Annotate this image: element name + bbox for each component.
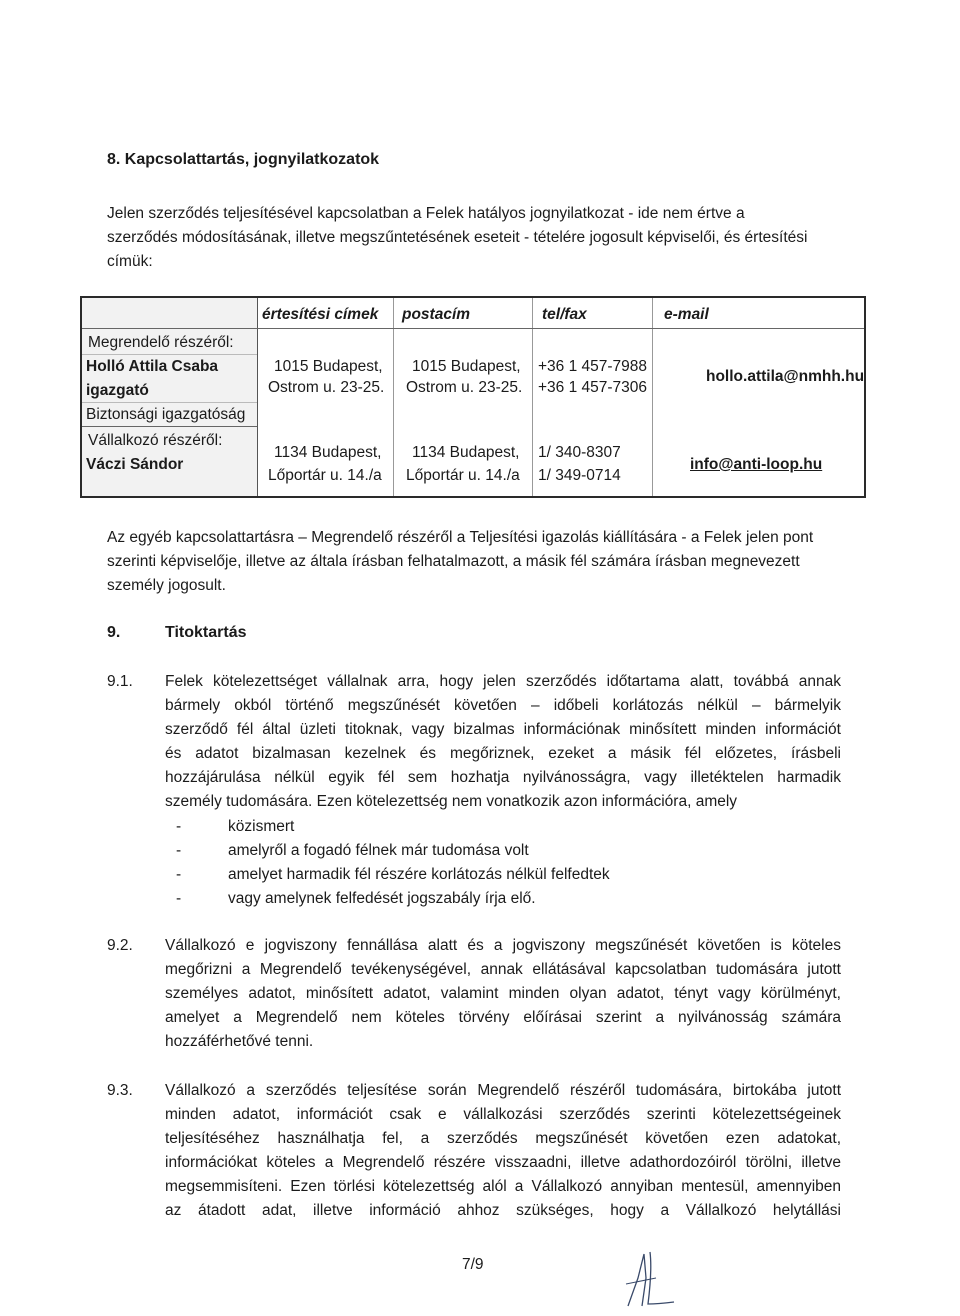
contacts-table <box>80 296 866 498</box>
clause-9-2-text <box>165 934 841 1054</box>
row-divider <box>82 426 257 427</box>
section-9-number: 9. <box>107 624 121 641</box>
contractor-postal-line1: 1134 Budapest, <box>412 444 520 461</box>
paragraph-line: szerinti képviselője, illetve az általa írásban felhatalmazott, a másik fél számára írásban megnevezett <box>107 553 800 570</box>
intro-line: szerződés módosításának, illetve megszűntetésének eseteit - tételére jogosult képviselői, és értesítési <box>107 229 808 246</box>
signature-icon <box>622 1248 678 1310</box>
client-email[interactable]: hollo.attila@nmhh.hu <box>706 368 865 385</box>
client-postal-line2: Ostrom u. 23-25. <box>406 379 523 396</box>
intro-paragraph <box>107 202 847 274</box>
clause-line: hozzáférhetővé tenni. <box>165 1033 314 1050</box>
clause-number: 9.3. <box>107 1082 133 1099</box>
clause-line: Vállalkozó a szerződés teljesítése során Megrendelő részéről tudomására, birtokába jutott <box>165 1082 841 1099</box>
contractor-side-label: Vállalkozó részéről: <box>88 432 223 449</box>
other-contact-paragraph <box>107 526 847 598</box>
clause-line: megőrizni a Megrendelő tevékenységével, annak ellátásával kapcsolatban tudomására jutott <box>165 961 841 978</box>
contractor-email[interactable]: info@anti-loop.hu <box>690 456 823 473</box>
client-name: Holló Attila Csaba <box>86 358 219 375</box>
section-9-title: Titoktartás <box>165 624 247 641</box>
clause-line: bármely okból történő megszűnését követően – időbeli korlátozás nélkül – bármelyik <box>165 697 841 714</box>
clause-line: személy tudomására. Ezen kötelezettség nem vonatkozik azon információra, amely <box>165 793 738 810</box>
paragraph-line: személy jogosult. <box>107 577 226 594</box>
clause-line: és adatot bizalmasan kezelnek és megőriznek, ezeket a másik fél előzetes, írásbeli <box>165 745 841 762</box>
paragraph-line: Az egyéb kapcsolattartásra – Megrendelő részéről a Teljesítési igazolás kiállítására - a Felek jelen pont <box>107 529 814 546</box>
contractor-notify-line1: 1134 Budapest, <box>274 444 382 461</box>
client-fax: +36 1 457-7306 <box>538 379 648 396</box>
clause-line: Vállalkozó e jogviszony fennállása alatt és a jogviszony megszűnését követően is köteles <box>165 937 841 954</box>
intro-line: címük: <box>107 253 153 270</box>
clause-line: az átadott adat, illetve információ ahhoz szükséges, hogy a Vállalkozó helytállási <box>165 1202 841 1219</box>
list-item: - közismert <box>176 818 295 835</box>
client-tel: +36 1 457-7988 <box>538 358 648 375</box>
list-item: - amelyet harmadik fél részére korlátozás nélkül felfedtek <box>176 866 610 883</box>
signature-initials <box>622 1248 678 1310</box>
clause-number: 9.2. <box>107 937 133 954</box>
clause-line: információkat köteles a Megrendelő részére visszaadni, illetve adathordozóiról törölni, illetve <box>165 1154 841 1171</box>
contractor-notify-line2: Lőportár u. 14./a <box>268 467 382 484</box>
page-number: 7/9 <box>462 1256 484 1273</box>
list-item: - amelyről a fogadó félnek már tudomása volt <box>176 842 529 859</box>
row-divider <box>82 354 257 355</box>
contractor-postal-line2: Lőportár u. 14./a <box>406 467 520 484</box>
client-postal-line1: 1015 Budapest, <box>412 358 521 375</box>
clause-line: teljesítéséhez használhatja fel, a szerződés megszűnését követően ezen adatokat, <box>165 1130 841 1147</box>
clause-line: megsemmisíteni. Ezen törlési kötelezettség alól a Vállalkozó annyiban mentesül, amennyiben <box>165 1178 841 1195</box>
clause-line: amelyet a Megrendelő nem köteles törvény előírásai szerint a nyilvánosság számára <box>165 1009 841 1026</box>
client-role: igazgató <box>86 382 149 399</box>
client-notify-line2: Ostrom u. 23-25. <box>268 379 385 396</box>
section-8-heading: 8. Kapcsolattartás, jognyilatkozatok <box>107 151 380 168</box>
clause-9-3-text <box>165 1079 841 1223</box>
list-item: - vagy amelynek felfedését jogszabály írja elő. <box>176 890 536 907</box>
intro-line: Jelen szerződés teljesítésével kapcsolatban a Felek hatályos jognyilatkozat - ide nem értve a <box>107 205 745 222</box>
header-postal: postacím <box>402 306 471 323</box>
header-divider <box>82 328 864 329</box>
contractor-fax: 1/ 349-0714 <box>538 467 621 484</box>
clause-line: személyes adatot, minősített adatot, valamint minden olyan adatot, tényt vagy körülményt, <box>165 985 841 1002</box>
clause-number: 9.1. <box>107 673 133 690</box>
clause-line: minden adatot, információt csak e vállalkozási szerződés szerinti kötelezettségeinek <box>165 1106 841 1123</box>
client-side-label: Megrendelő részéről: <box>88 334 234 351</box>
clause-line: hozzájárulása nélkül egyik fél sem hozhatja nyilvánosságra, vagy illetéktelen harmadik <box>165 769 841 786</box>
clause-line: szerződő fél által üzleti titoknak, vagy bizalmas információnak minősített minden információt <box>165 721 841 738</box>
header-email: e-mail <box>664 306 709 323</box>
clause-9-1-text <box>165 670 841 814</box>
client-department: Biztonsági igazgatóság <box>86 406 246 423</box>
header-telfax: tel/fax <box>542 306 587 323</box>
clause-line: Felek kötelezettséget vállalnak arra, hogy jelen szerződés időtartama alatt, továbbá annak <box>165 673 841 690</box>
row-divider <box>82 402 257 403</box>
header-notify: értesítési címek <box>262 306 379 323</box>
contractor-tel: 1/ 340-8307 <box>538 444 621 461</box>
contractor-name: Váczi Sándor <box>86 456 184 473</box>
client-notify-line1: 1015 Budapest, <box>274 358 383 375</box>
